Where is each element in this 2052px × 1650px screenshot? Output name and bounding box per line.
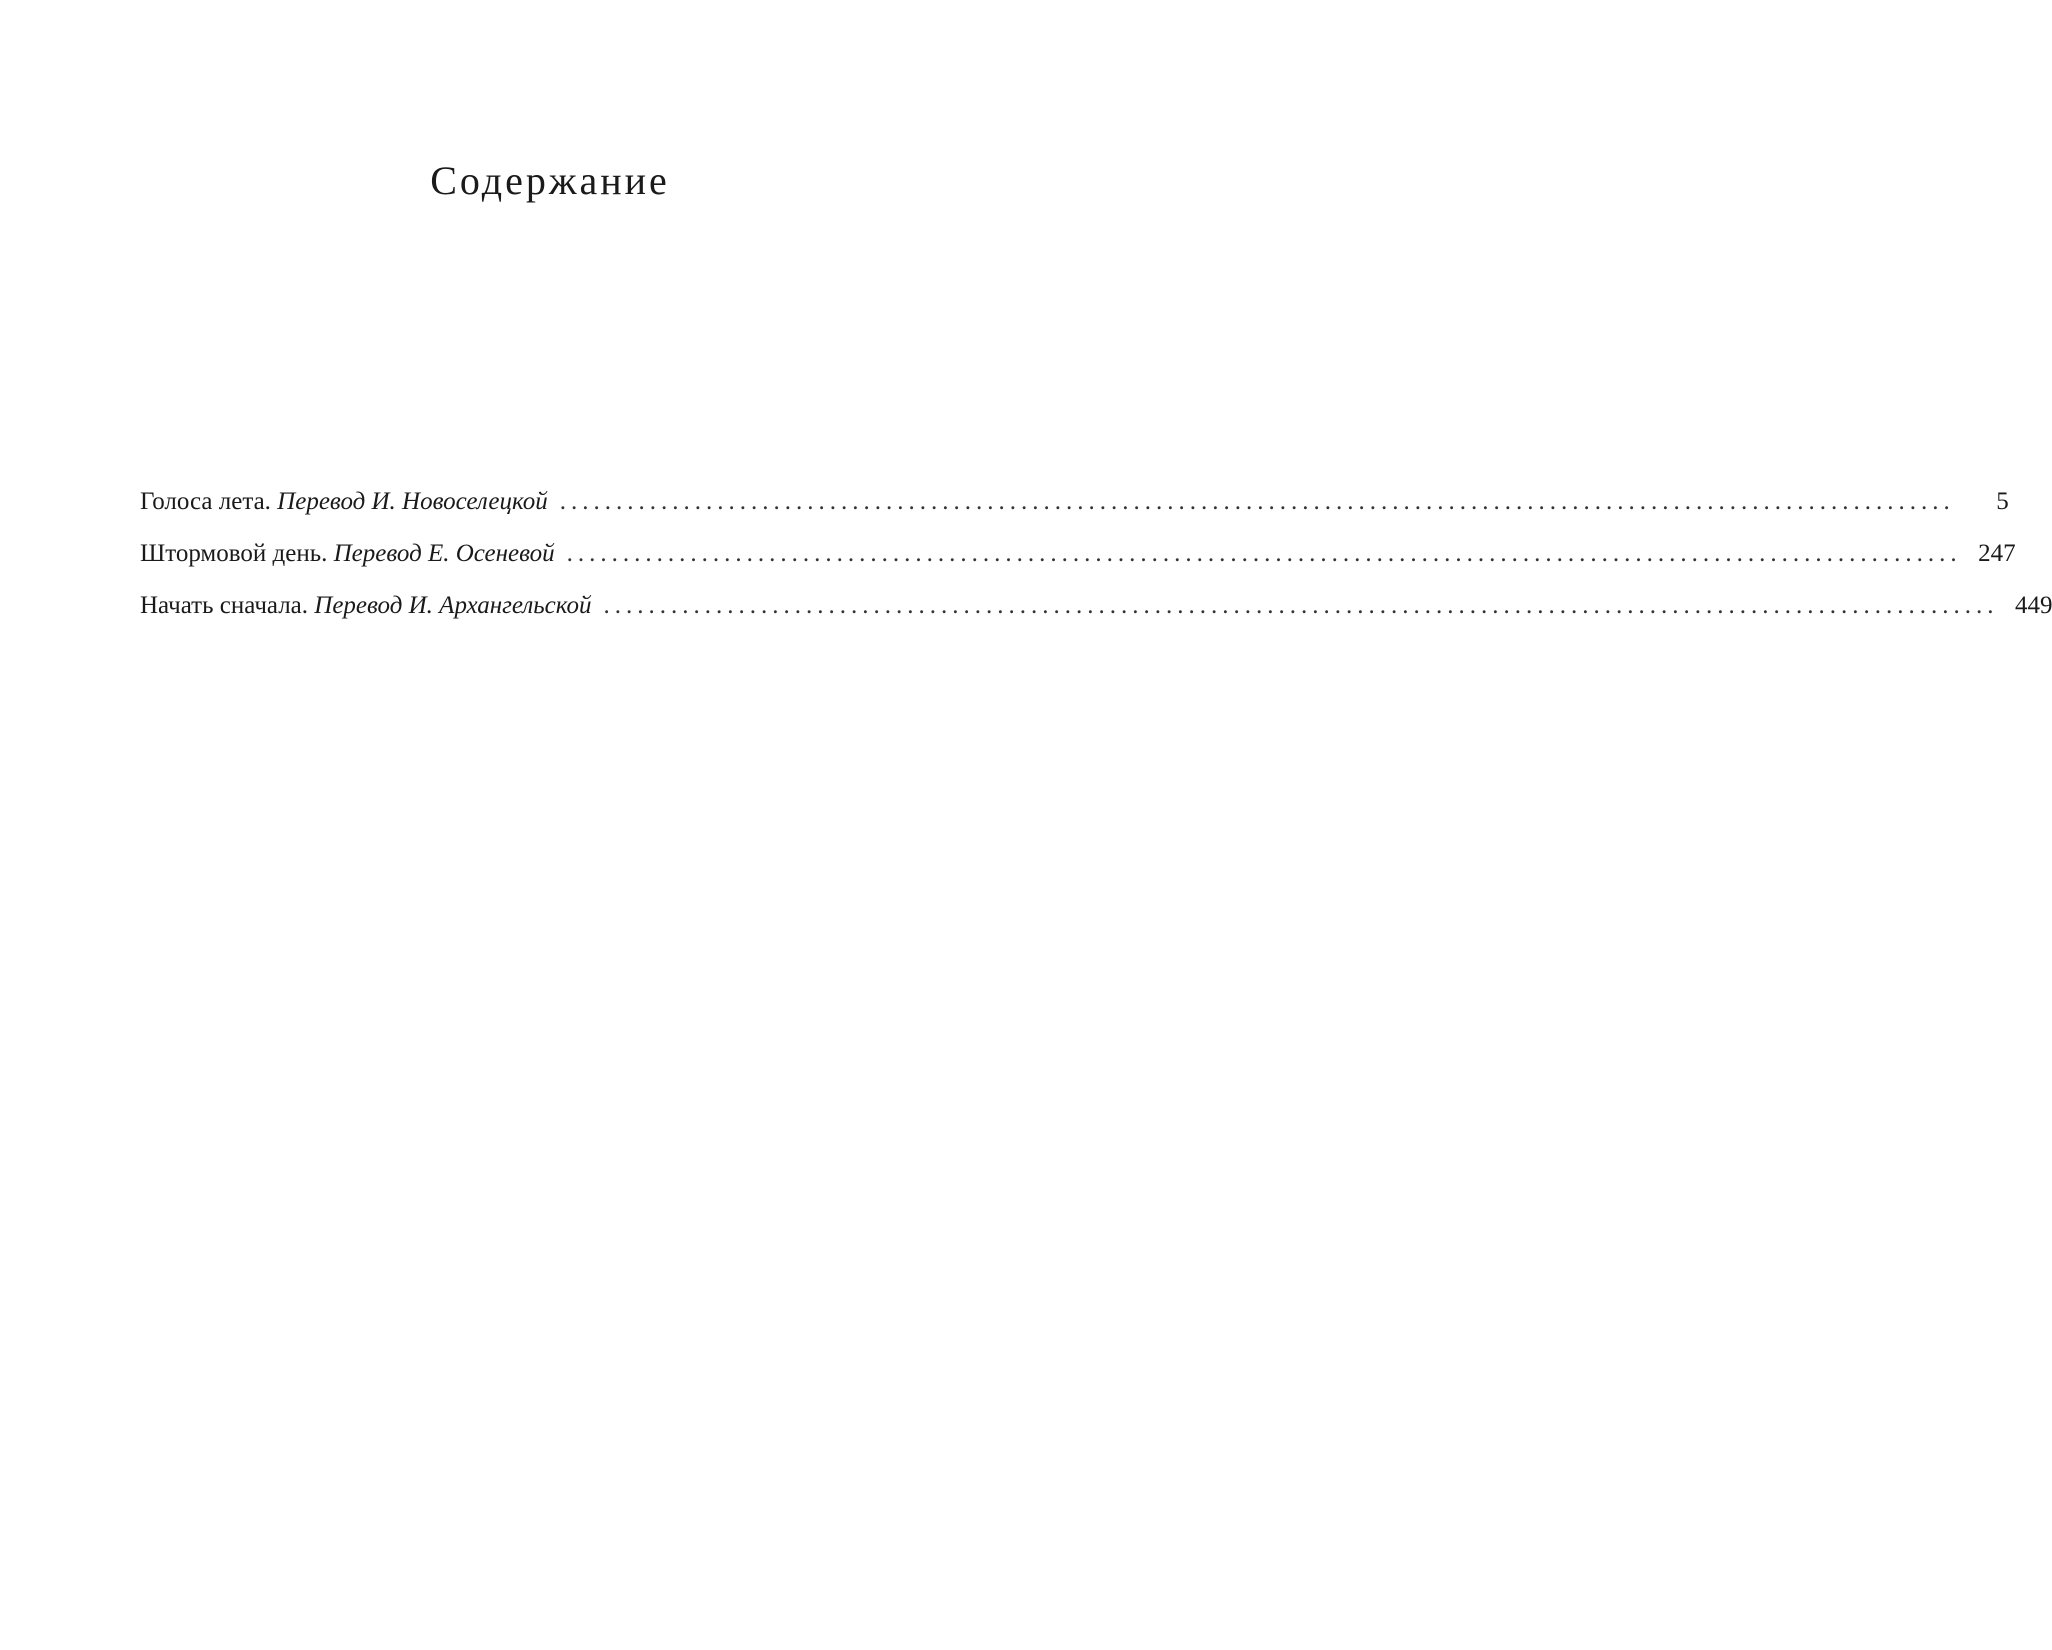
toc-entry-title: Начать сначала. bbox=[140, 592, 309, 619]
toc-entry-page-number: 5 bbox=[1996, 488, 2009, 515]
dot-leader: ............................................................................................................................ bbox=[559, 488, 1955, 515]
toc-entry-title: Штормовой день. bbox=[140, 540, 328, 567]
toc-entry-page-number: 247 bbox=[1978, 540, 2016, 567]
toc-entry-page-number: 449 bbox=[2014, 592, 2052, 619]
toc-entry-translator: Перевод И. Новоселецкой bbox=[277, 488, 548, 515]
toc-entry-title: Голоса лета. bbox=[140, 488, 271, 515]
toc-entry-translator: Перевод И. Архангельской bbox=[314, 592, 592, 619]
toc-entry-translator: Перевод Е. Осеневой bbox=[333, 540, 555, 567]
page-title: Содержание bbox=[430, 158, 670, 203]
dot-leader: ............................................................................................................................ bbox=[566, 540, 1962, 567]
toc-entry[interactable] bbox=[140, 536, 2016, 572]
dot-leader: ............................................................................................................................ bbox=[603, 592, 1999, 619]
table-of-contents bbox=[140, 484, 2052, 640]
toc-entry[interactable] bbox=[140, 588, 2052, 624]
toc-entry[interactable] bbox=[140, 484, 2009, 520]
